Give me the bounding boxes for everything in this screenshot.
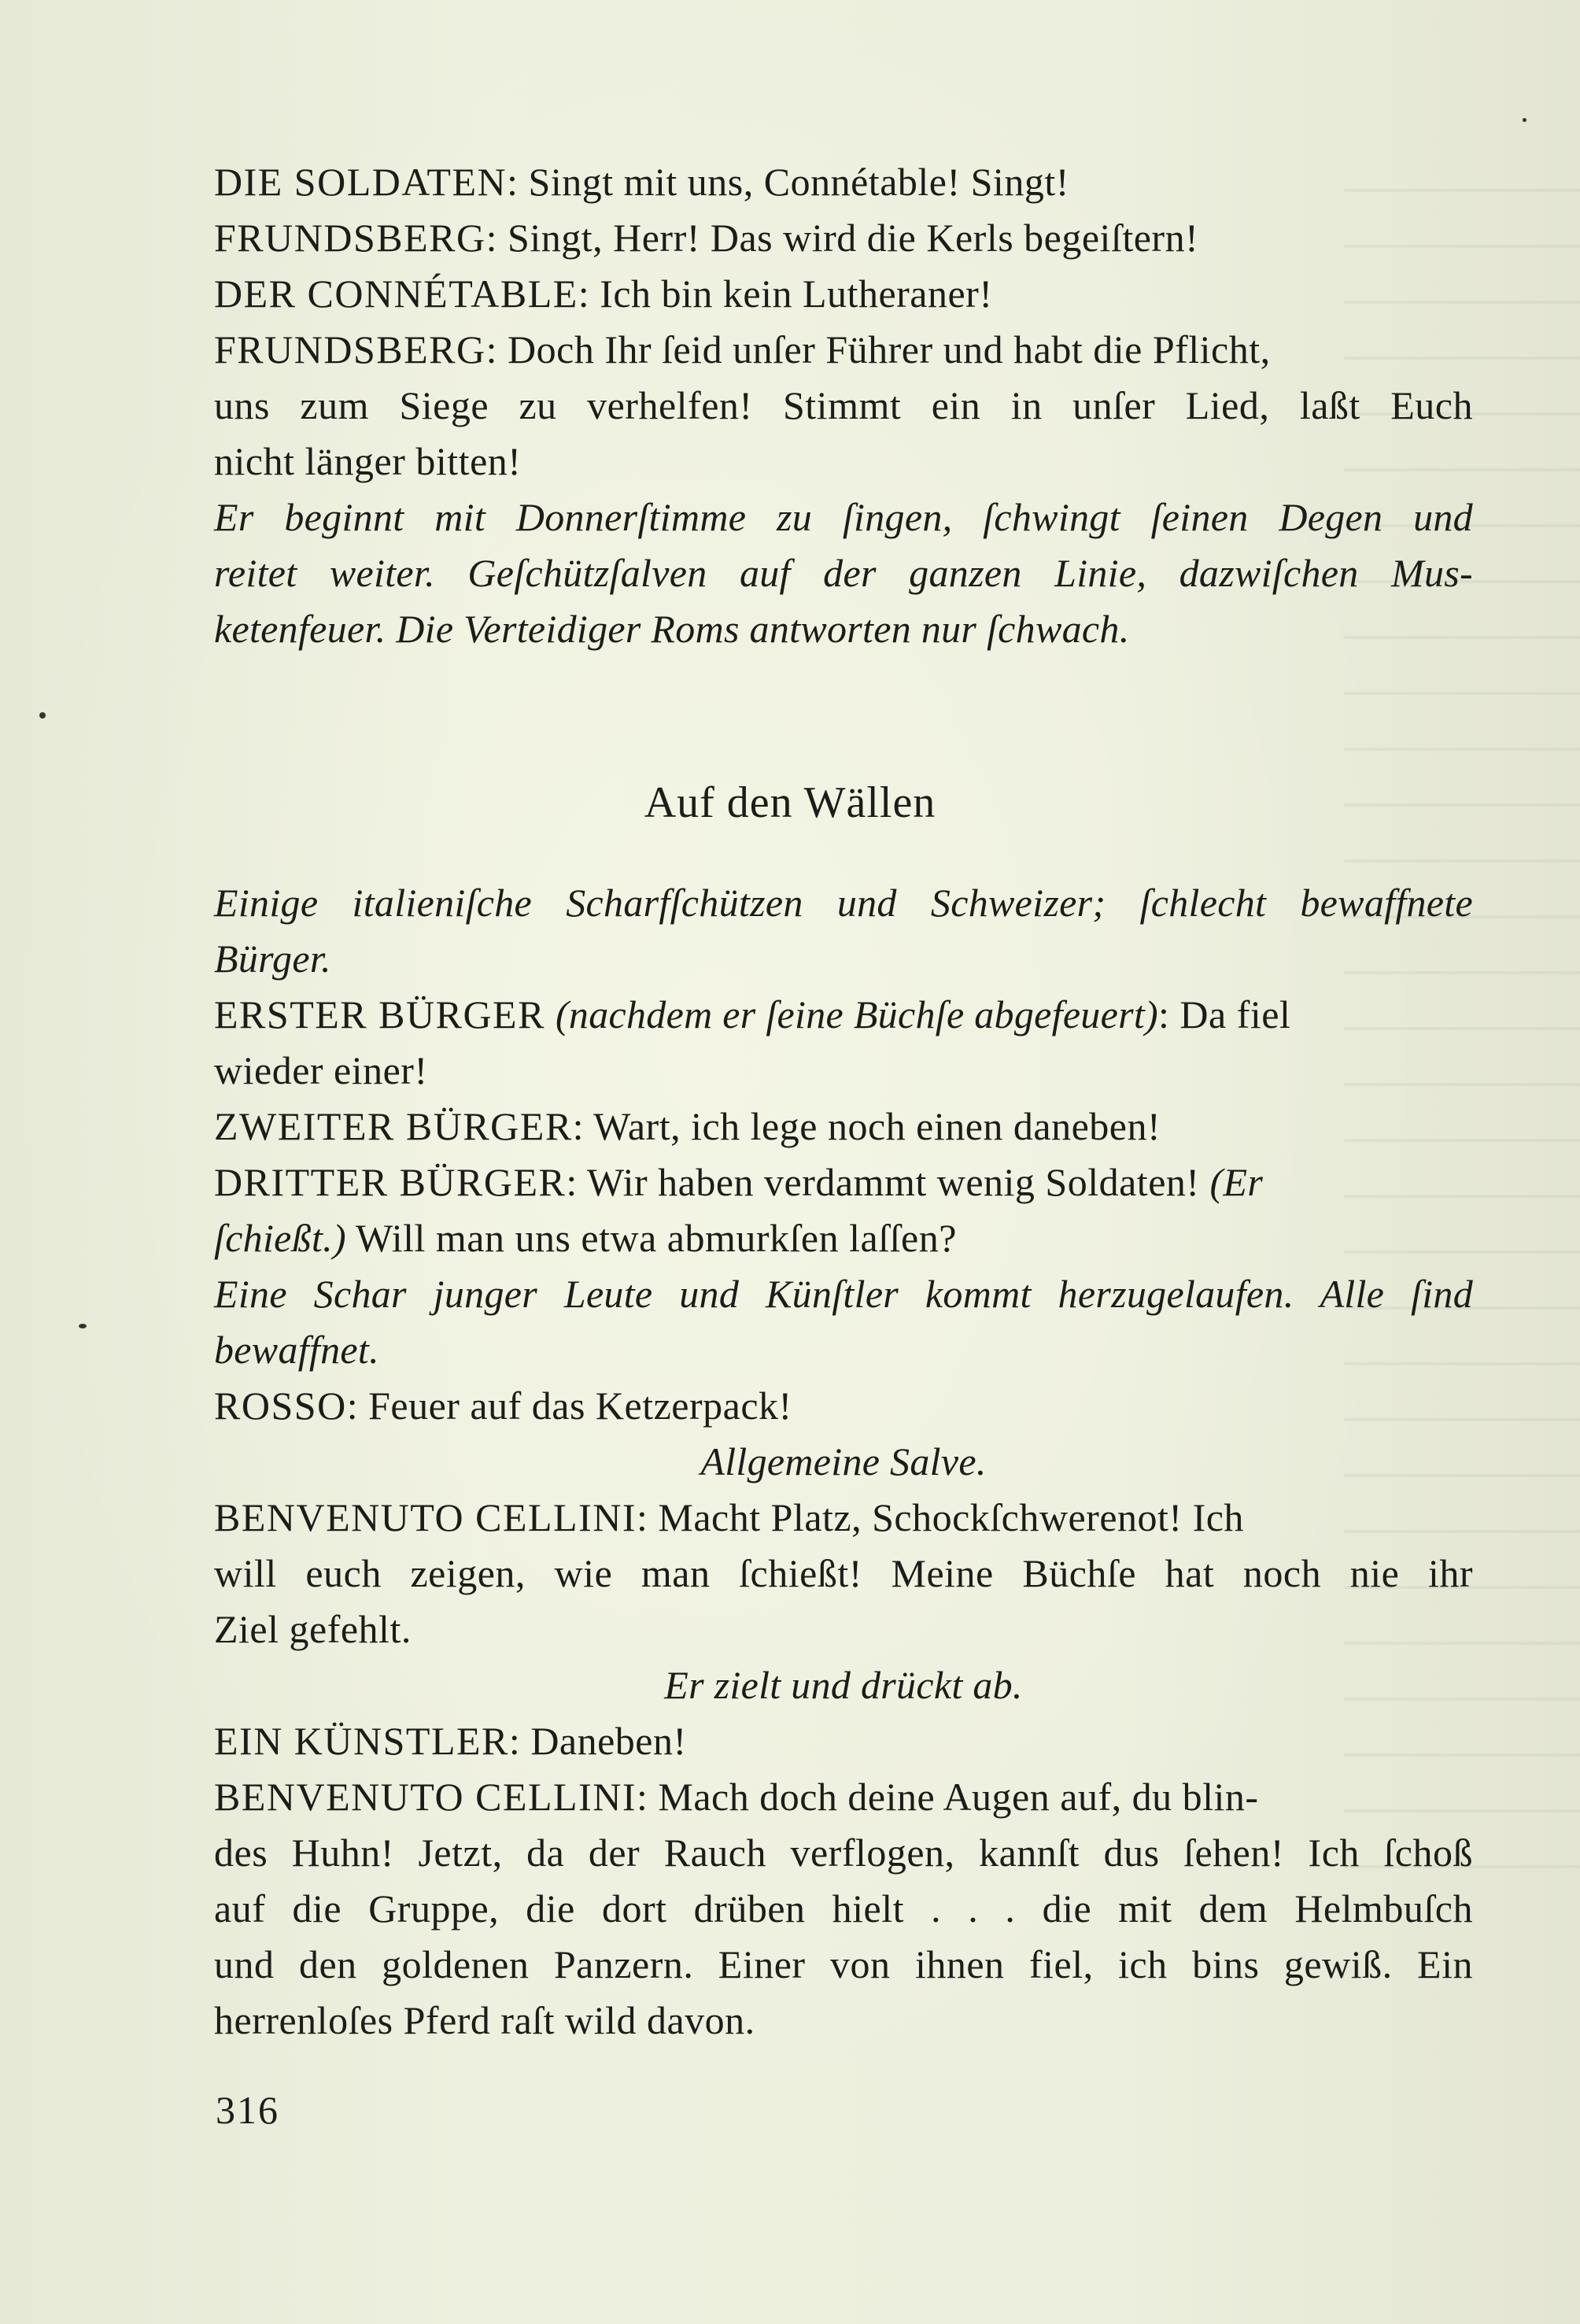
dialogue-line: des Huhn! Jetzt, da der Rauch verflogen, kannſt dus ſehen! Ich ſchoß xyxy=(214,1831,1473,1875)
dialogue-line xyxy=(214,1713,1473,1769)
dialogue-line xyxy=(214,1155,1473,1210)
dialogue-text: : Feuer auf das Ketzerpack! xyxy=(346,1384,792,1428)
dialogue-line: Ziel gefehlt. xyxy=(214,1607,412,1651)
dialogue-line: will euch zeigen, wie man ſchießt! Meine Büchſe hat noch nie ihr xyxy=(214,1551,1473,1595)
dialogue-line xyxy=(214,1378,1473,1434)
speaker-name: ZWEITER BÜRGER xyxy=(214,1104,573,1148)
dialogue-text: : Wart, ich lege noch einen daneben! xyxy=(572,1104,1161,1148)
speaker-name: FRUNDSBERG xyxy=(214,216,486,260)
stage-direction: Er zielt und drückt ab. xyxy=(664,1663,1023,1707)
scene-heading: Auf den Wällen xyxy=(644,778,936,827)
dialogue-text: : Macht Platz, Schockſchwerenot! Ich xyxy=(637,1495,1244,1539)
page-number: 316 xyxy=(216,2088,279,2132)
dialogue-line xyxy=(214,1769,1473,1825)
speaker-name: FRUNDSBERG xyxy=(214,327,486,371)
dialogue-line xyxy=(214,434,1473,490)
stage-direction: ketenfeuer. Die Verteidiger Roms antworten nur ſchwach. xyxy=(214,607,1130,651)
scene-two xyxy=(214,875,1473,2049)
dust-speck xyxy=(39,712,46,719)
dialogue-line xyxy=(214,1099,1473,1155)
stage-direction: reitet weiter. Geſchützſalven auf der ganzen Linie, dazwiſchen Mus- xyxy=(214,551,1473,595)
dialogue-text: : Doch Ihr ſeid unſer Führer und habt die Pflicht, xyxy=(485,327,1271,371)
dialogue-line xyxy=(214,210,1473,266)
dialogue-line: und den goldenen Panzern. Einer von ihnen fiel, ich bins gewiß. Ein xyxy=(214,1942,1473,1986)
speaker-name: EIN KÜNSTLER xyxy=(214,1719,509,1763)
dust-speck xyxy=(1523,118,1526,122)
speaker-name: DER CONNÉTABLE xyxy=(214,272,578,316)
dialogue-text: Will man uns etwa abmurkſen laſſen? xyxy=(345,1216,957,1260)
stage-direction: Bürger. xyxy=(214,937,331,981)
dialogue-line xyxy=(214,1043,1473,1099)
stage-direction: Allgemeine Salve. xyxy=(700,1439,987,1483)
dialogue-text: nicht länger bitten! xyxy=(214,439,522,483)
dialogue-line xyxy=(214,266,1473,322)
stage-direction: Einige italieniſche Scharfſchützen und Schweizer; ſchlecht bewaffnete xyxy=(214,881,1473,925)
dialogue-text: uns zum Siege zu verhelfen! Stimmt ein in unſer Lied, laßt Euch xyxy=(214,383,1473,427)
speaker-name: BENVENUTO CELLINI xyxy=(214,1775,637,1819)
dialogue-line xyxy=(214,322,1473,378)
dialogue-line xyxy=(214,1490,1473,1546)
speaker-name: ERSTER BÜRGER xyxy=(214,992,545,1036)
stage-direction: Eine Schar junger Leute und Künſtler kommt herzugelaufen. Alle ſind xyxy=(214,1272,1473,1316)
dialogue-text: wieder einer! xyxy=(214,1048,428,1092)
stage-direction: Er beginnt mit Donnerſtimme zu ſingen, ſchwingt ſeinen Degen und xyxy=(214,495,1473,539)
parenthetical: (nachdem er ſeine Büchſe abgefeuert) xyxy=(555,992,1159,1036)
dialogue-text: : Singt, Herr! Das wird die Kerls begeiſtern! xyxy=(485,216,1199,260)
dialogue-line xyxy=(214,987,1473,1043)
stage-direction: bewaffnet. xyxy=(214,1328,379,1372)
dialogue-text: : Da fiel xyxy=(1158,992,1291,1036)
dust-speck xyxy=(79,1324,87,1328)
speaker-name: ROSSO xyxy=(214,1384,347,1428)
dialogue-line: auf die Gruppe, die dort drüben hielt . . . die mit dem Helmbuſch xyxy=(214,1886,1473,1931)
dialogue-text: : Ich bin kein Lutheraner! xyxy=(578,272,993,316)
dialogue-text: : Daneben! xyxy=(508,1719,687,1763)
dialogue-text: : Mach doch deine Augen auf, du blin- xyxy=(637,1775,1259,1819)
parenthetical: (Er xyxy=(1209,1160,1264,1204)
speaker-name: BENVENUTO CELLINI xyxy=(214,1495,637,1539)
dialogue-text: : Wir haben verdammt wenig Soldaten! xyxy=(566,1160,1200,1204)
scene-one xyxy=(214,154,1473,657)
speaker-name: DIE SOLDATEN xyxy=(214,160,508,204)
dialogue-line xyxy=(214,154,1473,210)
speaker-name: DRITTER BÜRGER xyxy=(214,1160,567,1204)
parenthetical: ſchießt.) xyxy=(214,1216,346,1260)
dialogue-line: herrenloſes Pferd raſt wild davon. xyxy=(214,1998,755,2042)
dialogue-line xyxy=(214,378,1473,434)
dialogue-text: : Singt mit uns, Connétable! Singt! xyxy=(507,160,1069,204)
dialogue-line xyxy=(214,1210,1473,1266)
